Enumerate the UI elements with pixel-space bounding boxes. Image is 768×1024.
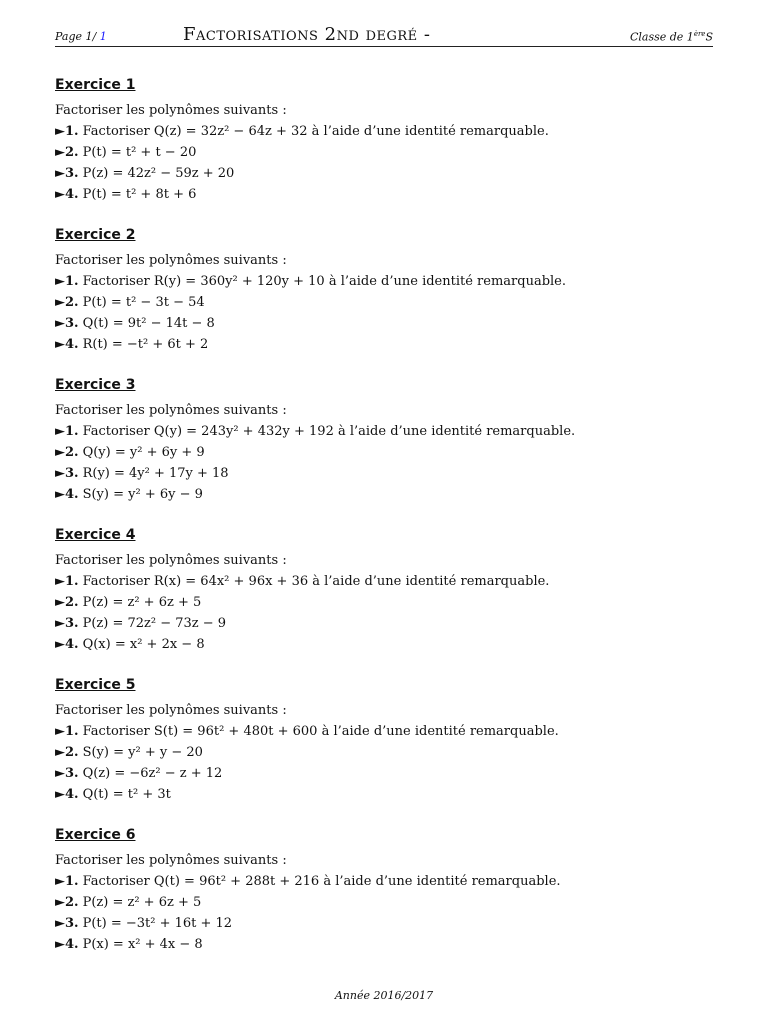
- class-label: [630, 30, 713, 44]
- item-text: R(y) = 4y² + 17y + 18: [82, 466, 229, 481]
- exercise-item: [55, 313, 713, 334]
- item-marker: ►4.: [55, 487, 79, 502]
- item-marker: ►3.: [55, 616, 79, 631]
- item-marker: ►2.: [55, 745, 79, 760]
- item-text: Factoriser R(x) = 64x² + 96x + 36 à l’aide d’une identité remarquable.: [82, 574, 550, 589]
- class-prefix: Classe de 1: [629, 30, 694, 44]
- exercise-item: [55, 763, 713, 784]
- exercise-intro: Factoriser les polynômes suivants :: [55, 253, 287, 268]
- item-marker: ►3.: [55, 166, 79, 181]
- item-marker: ►3.: [55, 466, 79, 481]
- item-marker: ►1.: [55, 124, 79, 139]
- item-text: Q(x) = x² + 2x − 8: [82, 637, 205, 652]
- item-marker: ►3.: [55, 316, 79, 331]
- exercise-intro: Factoriser les polynômes suivants :: [55, 703, 287, 718]
- exercise-item: [55, 634, 713, 655]
- document-title: Factorisations 2nd degré -: [183, 24, 431, 45]
- exercise-title: Exercice 3: [55, 377, 136, 393]
- exercise-title: Exercice 2: [55, 227, 136, 243]
- exercise-intro: Factoriser les polynômes suivants :: [55, 403, 287, 418]
- item-marker: ►3.: [55, 766, 79, 781]
- item-marker: ►2.: [55, 445, 79, 460]
- exercise-2: [55, 226, 713, 376]
- exercise-item: [55, 592, 713, 613]
- page-header: [55, 24, 713, 47]
- item-marker: ►4.: [55, 337, 79, 352]
- item-marker: ►4.: [55, 937, 79, 952]
- exercise-item: [55, 292, 713, 313]
- item-text: Q(y) = y² + 6y + 9: [82, 445, 205, 460]
- item-text: P(t) = t² − 3t − 54: [82, 295, 205, 310]
- item-marker: ►2.: [55, 895, 79, 910]
- exercise-item: [55, 784, 713, 805]
- item-marker: ►4.: [55, 637, 79, 652]
- exercise-title: Exercice 4: [55, 527, 136, 543]
- exercise-item: [55, 892, 713, 913]
- class-suffix: S: [705, 30, 713, 44]
- item-marker: ►2.: [55, 295, 79, 310]
- item-text: Factoriser Q(z) = 32z² − 64z + 32 à l’aide d’une identité remarquable.: [82, 124, 549, 139]
- item-text: Factoriser Q(t) = 96t² + 288t + 216 à l’aide d’une identité remarquable.: [82, 874, 561, 889]
- exercise-title: Exercice 1: [55, 77, 136, 93]
- item-marker: ►4.: [55, 187, 79, 202]
- class-superscript: ère: [693, 30, 706, 38]
- item-text: R(t) = −t² + 6t + 2: [82, 337, 209, 352]
- item-marker: ►2.: [55, 145, 79, 160]
- exercise-title: Exercice 5: [55, 677, 136, 693]
- exercise-title: Exercice 6: [55, 827, 136, 843]
- exercise-intro: Factoriser les polynômes suivants :: [55, 553, 287, 568]
- page-total-link[interactable]: 1: [99, 30, 107, 43]
- item-text: Factoriser Q(y) = 243y² + 432y + 192 à l’aide d’une identité remarquable.: [82, 424, 576, 439]
- item-marker: ►1.: [55, 274, 79, 289]
- exercise-item: [55, 871, 713, 892]
- exercise-intro: Factoriser les polynômes suivants :: [55, 103, 287, 118]
- exercise-list: [55, 76, 713, 976]
- exercise-item: [55, 484, 713, 505]
- exercise-item: [55, 934, 713, 955]
- item-text: Q(t) = 9t² − 14t − 8: [82, 316, 215, 331]
- item-text: P(z) = 42z² − 59z + 20: [82, 166, 235, 181]
- item-marker: ►1.: [55, 424, 79, 439]
- exercise-item: [55, 271, 713, 292]
- item-text: P(t) = t² + 8t + 6: [82, 187, 197, 202]
- exercise-item: [55, 571, 713, 592]
- item-marker: ►3.: [55, 916, 79, 931]
- item-text: Factoriser R(y) = 360y² + 120y + 10 à l’aide d’une identité remarquable.: [82, 274, 567, 289]
- item-text: P(t) = −3t² + 16t + 12: [82, 916, 233, 931]
- exercise-item: [55, 121, 713, 142]
- item-marker: ►1.: [55, 874, 79, 889]
- exercise-item: [55, 613, 713, 634]
- page-number: [55, 30, 107, 43]
- exercise-5: [55, 676, 713, 826]
- exercise-item: [55, 742, 713, 763]
- item-marker: ►1.: [55, 724, 79, 739]
- item-marker: ►4.: [55, 787, 79, 802]
- exercise-item: [55, 442, 713, 463]
- exercise-item: [55, 913, 713, 934]
- item-text: P(z) = 72z² − 73z − 9: [82, 616, 227, 631]
- item-marker: ►1.: [55, 574, 79, 589]
- page-footer: Année 2016/2017: [334, 989, 434, 1002]
- exercise-item: [55, 142, 713, 163]
- exercise-item: [55, 721, 713, 742]
- exercise-1: [55, 76, 713, 226]
- item-text: Q(t) = t² + 3t: [82, 787, 171, 802]
- exercise-item: [55, 184, 713, 205]
- item-text: Factoriser S(t) = 96t² + 480t + 600 à l’aide d’une identité remarquable.: [82, 724, 559, 739]
- item-marker: ►2.: [55, 595, 79, 610]
- exercise-item: [55, 421, 713, 442]
- item-text: P(z) = z² + 6z + 5: [82, 895, 202, 910]
- exercise-4: [55, 526, 713, 676]
- exercise-6: [55, 826, 713, 976]
- item-text: P(z) = z² + 6z + 5: [82, 595, 202, 610]
- item-text: P(x) = x² + 4x − 8: [82, 937, 203, 952]
- item-text: S(y) = y² + y − 20: [82, 745, 203, 760]
- item-text: Q(z) = −6z² − z + 12: [82, 766, 223, 781]
- page-label: Page 1/: [55, 30, 97, 43]
- exercise-item: [55, 334, 713, 355]
- exercise-item: [55, 163, 713, 184]
- exercise-item: [55, 463, 713, 484]
- exercise-intro: Factoriser les polynômes suivants :: [55, 853, 287, 868]
- item-text: P(t) = t² + t − 20: [82, 145, 197, 160]
- exercise-3: [55, 376, 713, 526]
- item-text: S(y) = y² + 6y − 9: [82, 487, 203, 502]
